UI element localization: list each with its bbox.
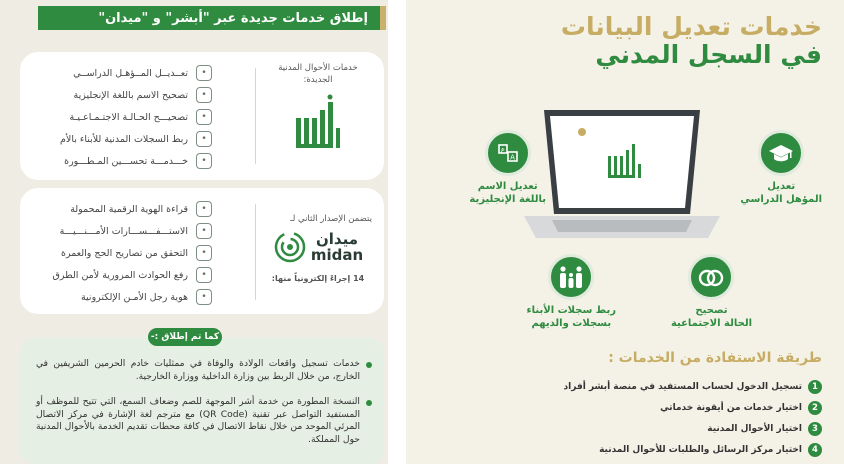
family-icon [548, 254, 594, 300]
absher-services-list [36, 62, 212, 172]
service-row [36, 128, 212, 150]
text-edit-icon: • [196, 87, 212, 103]
service-row [36, 286, 212, 308]
certificate-icon: • [196, 65, 212, 81]
step-row [572, 397, 822, 418]
service-label: الاستـــفـــســـارات الأمـــنـــيـــة [59, 225, 188, 237]
feature-family [527, 254, 616, 330]
laptop-icon [522, 102, 722, 242]
service-row [36, 264, 212, 286]
step-number: 4 [808, 443, 822, 457]
service-row [36, 198, 212, 220]
step-label: اختيار الأحوال المدنية [707, 423, 802, 434]
right-panel [406, 0, 844, 464]
launched-item [36, 358, 372, 383]
step-row [572, 418, 822, 439]
midan-block [264, 214, 372, 283]
absher-logo-icon [292, 92, 344, 156]
absher-caption: خدمات الأحوال المدنية الجديدة: [278, 63, 358, 85]
absher-block [268, 62, 368, 160]
service-label: تصحيح الاسم باللغة الإنجليزية [73, 89, 188, 101]
feature-education [740, 130, 822, 206]
step-label: تسجيل الدخول لحساب المستفيد في منصة أبشر أفراد [563, 381, 802, 392]
left-banner [38, 6, 386, 30]
page-title-line1: خدمات تعديل البيانات [560, 12, 822, 41]
feature-label: ربط سجلات الأبناء بسجلات والديهم [526, 305, 616, 329]
launched-text: النسخة المطورة من خدمة أشر الموجهة للصم وضعاف السمع، التي تتيح للموظف أو المستفيد التواصل عبر تقنية (QR Code) مع مترجم لغة الإشارة في مركز الاتصال المرئي الموحد من خلال نقاط الاتصال في كافة محطات تقديم الخدمة بالأحوال المدنية حول المملكة. [36, 396, 360, 445]
service-label: ربط السجلات المدنية للأبناء بالأم [60, 133, 188, 145]
service-row [36, 106, 212, 128]
service-row [36, 84, 212, 106]
id-card-icon: • [196, 201, 212, 217]
page-title-line2: في السجل المدني [595, 40, 822, 69]
service-label: قراءة الهوية الرقمية المحمولة [70, 203, 188, 215]
step-row [563, 376, 822, 397]
question-icon: • [196, 223, 212, 239]
bullet-icon [366, 362, 372, 368]
feature-label: تعديل الاسم باللغة الإنجليزية [469, 181, 546, 205]
service-label: تعــديــل المــؤهـل الدراســي [73, 67, 188, 79]
launched-text: خدمات تسجيل واقعات الولادة والوفاة في ممثليات خادم الحرمين الشريفين في الخارج، من خلال الربط بين وزارة الداخلية ووزارة الخارجية. [36, 358, 360, 382]
midan-services-list [36, 198, 212, 308]
service-label: رفع الحوادث المرورية لأمن الطرق [52, 269, 188, 281]
midan-caption: يتضمن الإصدار الثاني لـ [290, 214, 372, 224]
service-label: هوية رجل الأمـن الإلكترونية [80, 291, 188, 303]
shield-check-icon: • [196, 245, 212, 261]
midan-name-en: midan [310, 246, 364, 264]
step-number: 3 [808, 422, 822, 436]
midan-name-ar: ميدان [315, 230, 359, 248]
card-divider [255, 68, 256, 164]
feature-name-english [469, 130, 546, 206]
service-row [36, 150, 212, 172]
svg-text:ع: ع [500, 146, 505, 154]
name-edit-icon [485, 130, 531, 176]
midan-wordmark [311, 231, 363, 263]
midan-target-icon [273, 230, 307, 264]
how-title: طريقة الاستفادة من الخدمات : [608, 350, 822, 366]
upload-icon: • [196, 267, 212, 283]
launched-box [20, 338, 384, 464]
service-row [36, 62, 212, 84]
rings-icon: • [196, 109, 212, 125]
rings-icon [688, 254, 734, 300]
feature-label: تصحيح الحالة الاجتماعية [670, 305, 752, 329]
gear-icon: • [196, 153, 212, 169]
service-label: خـــدمـــة تحســـين المـطـــورة [64, 155, 188, 167]
steps-list [563, 376, 822, 460]
graduation-cap-icon [758, 130, 804, 176]
service-label: تصحيـــح الحـالـة الاجتـمـاعـيـة [69, 111, 188, 123]
launched-title: كما تم إطلاق :- [148, 328, 222, 346]
step-number: 1 [808, 380, 822, 394]
banner-accent [380, 6, 386, 30]
step-number: 2 [808, 401, 822, 415]
service-label: التحقق من تصاريح الحج والعمرة [60, 247, 188, 259]
card-divider [255, 204, 256, 300]
step-label: اختيار مركز الرسائل والطلبات للأحوال المدنية [599, 444, 802, 455]
left-panel [0, 0, 388, 464]
step-row [572, 439, 822, 460]
family-icon: • [196, 131, 212, 147]
banner-title: إطلاق خدمات جديدة عبر "أبشر" و "ميدان" [98, 10, 368, 26]
midan-card [20, 188, 384, 314]
step-label: اختيار خدمات من أيقونة خدماتي [660, 402, 802, 413]
svg-text:A: A [509, 153, 515, 162]
service-row [36, 220, 212, 242]
midan-logo [264, 230, 372, 264]
launched-item [36, 396, 372, 446]
feature-label: تعديل المؤهل الدراسي [740, 181, 822, 205]
badge-icon: • [196, 289, 212, 305]
feature-marital [671, 254, 752, 330]
service-row [36, 242, 212, 264]
absher-card [20, 52, 384, 180]
midan-count: 14 إجراءً إلكترونياً منها: [271, 274, 365, 283]
bullet-icon [366, 400, 372, 406]
